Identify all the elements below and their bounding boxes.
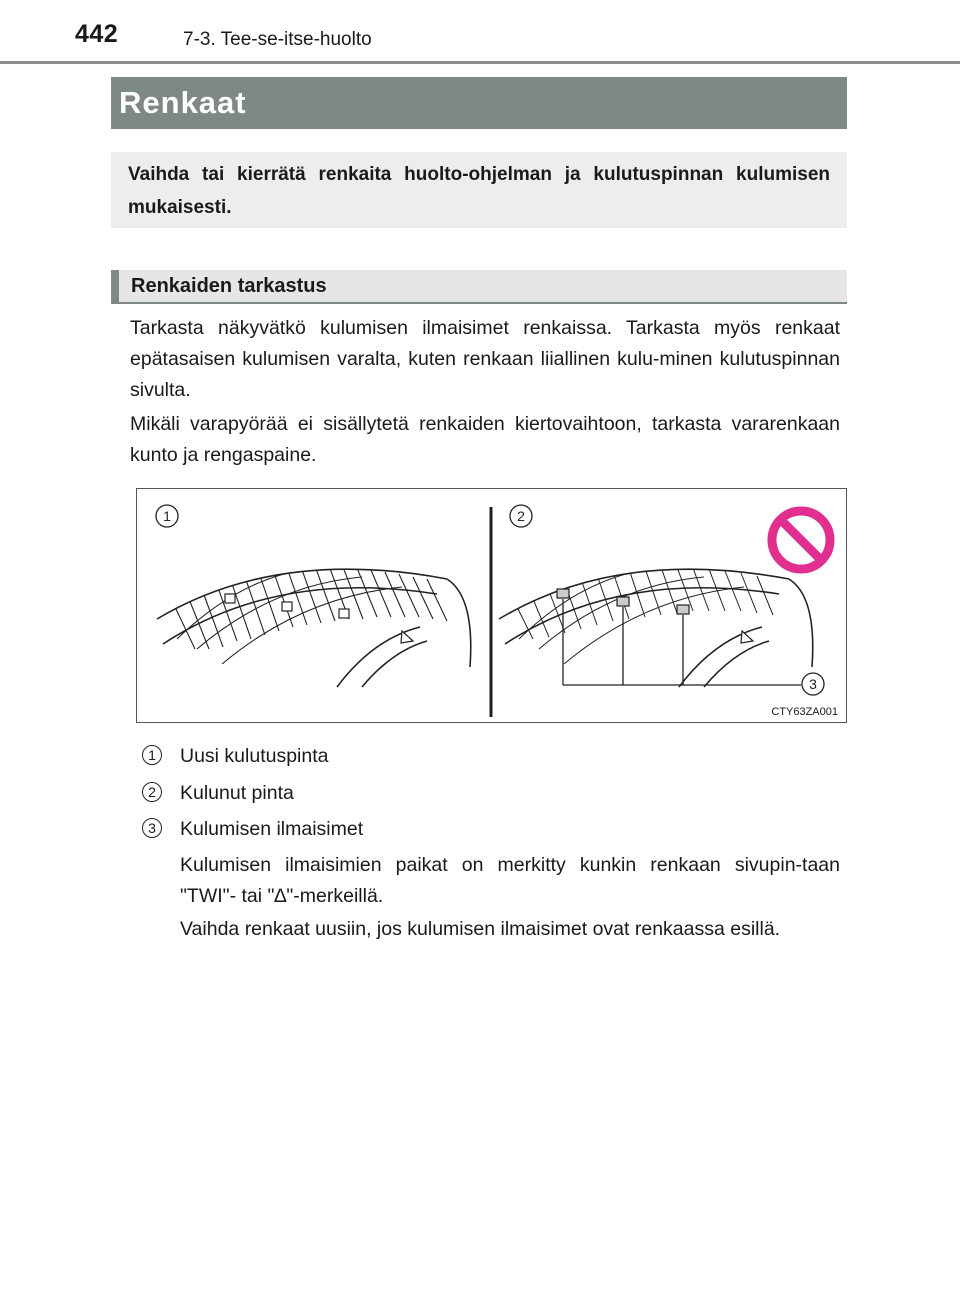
legend-text-3: Kulumisen ilmaisimet — [180, 818, 364, 840]
callout-1 — [156, 505, 178, 527]
svg-text:3: 3 — [809, 676, 817, 692]
note-1: Kulumisen ilmaisimien paikat on merkitty kunkin renkaan sivupin-taan "TWI"- tai "∆"-merkeillä. — [180, 854, 840, 907]
legend-number-3: 3 — [142, 818, 162, 838]
worn-tire-icon — [499, 567, 813, 687]
summary-box: Vaihda tai kierrätä renkaita huolto-ohjelman ja kulutuspinnan kulumisen mukaisesti. — [111, 152, 847, 228]
svg-text:2: 2 — [517, 508, 525, 524]
svg-text:1: 1 — [163, 508, 171, 524]
legend-item-1 — [142, 743, 842, 773]
legend-text-1: Uusi kulutuspinta — [180, 745, 329, 767]
subsection-heading — [111, 270, 847, 304]
subsection-heading-text: Renkaiden tarkastus — [131, 275, 327, 297]
prohibited-icon — [772, 511, 830, 569]
page-title: Renkaat — [111, 77, 847, 129]
section-label: 7-3. Tee-se-itse-huolto — [183, 29, 372, 50]
callout-3 — [802, 673, 824, 695]
figure-code: CTY63ZA001 — [771, 706, 838, 718]
page-number: 442 — [75, 20, 119, 48]
header-rule — [0, 61, 960, 64]
legend-item-2 — [142, 780, 842, 810]
legend-number-1: 1 — [142, 745, 162, 765]
legend-number-2: 2 — [142, 782, 162, 802]
callout-2 — [510, 505, 532, 527]
legend-item-3 — [142, 816, 842, 846]
new-tire-icon — [157, 566, 471, 687]
tire-figure — [136, 488, 847, 723]
heading-bar — [111, 270, 119, 302]
legend-text-2: Kulunut pinta — [180, 782, 294, 804]
tire-illustration — [137, 489, 848, 724]
paragraph-2: Mikäli varapyörää ei sisällytetä renkaiden kiertovaihtoon, tarkasta vararenkaan kunto ja rengaspaine. — [130, 413, 840, 466]
note-2: Vaihda renkaat uusiin, jos kulumisen ilmaisimet ovat renkaassa esillä. — [180, 918, 781, 940]
paragraph-1: Tarkasta näkyvätkö kulumisen ilmaisimet renkaissa. Tarkasta myös renkaat epätasaisen kulumisen varalta, kuten renkaan liiallinen kulu-minen kulutuspinnan sivulta. — [130, 317, 840, 401]
